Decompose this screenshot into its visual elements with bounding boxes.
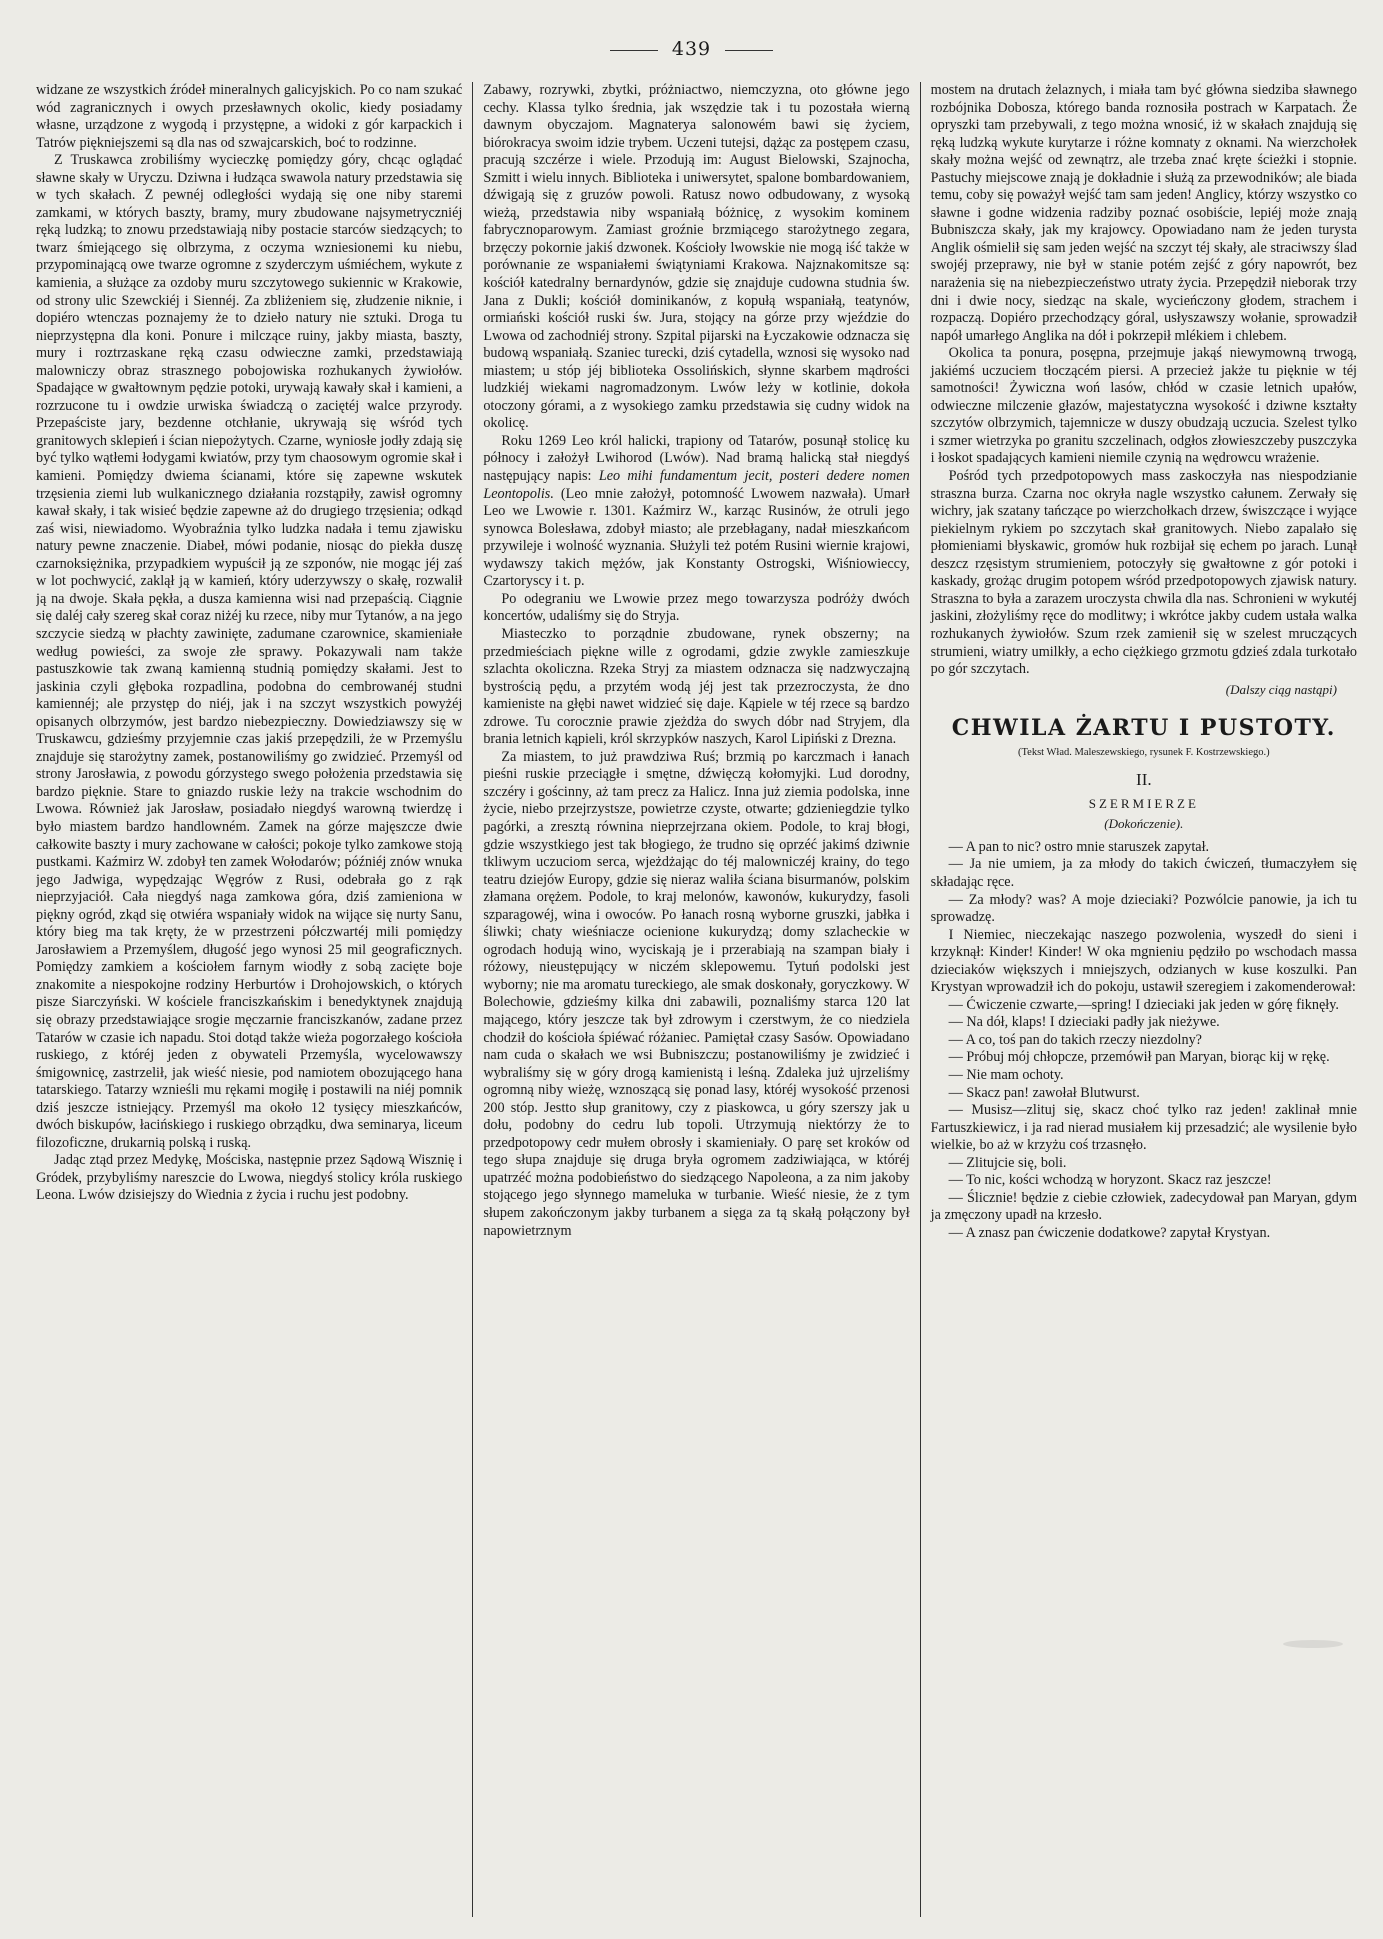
dialogue-line: — A znasz pan ćwiczenie dodatkowe? zapytał Krystyan. xyxy=(948,1224,1271,1241)
dialogue-line: — To nic, kości wchodzą w horyzont. Skacz raz jeszcze! xyxy=(948,1172,1272,1189)
latin-inscription: Leo mihi fundamentum jecit, posteri dedere nomen Leontopolis. xyxy=(483,468,910,502)
dialogue-line: I Niemiec, nieczekając naszego pozwolenia, wyszedł do sieni i krzyknął: Kinder! Kinder! W oka mgnieniu pędziło po wschodach massa dzieciaków większych i mniejszych, odzianych w kuse koszulki. Pan Krystyan wprowadził ich do pokoju, ustawił szeregiem i zakomenderował: xyxy=(930,926,1357,996)
column-left-paragraph: Jadąc ztąd przez Medykę, Mościska, następnie przez Sądową Wisznię i Gródek, przybyliśmy nareszcie do Lwowa, niegdyś stolicy króla ruskiego Leona. Lwów dzisiejszy do Wiednia z życia i ruchu jest podobny. xyxy=(36,1152,463,1204)
dialogue-line: — Skacz pan! zawołał Blutwurst. xyxy=(948,1084,1140,1101)
column-right-paragraph: Okolica ta ponura, posępna, przejmuje jakąś niewymowną trwogą, jakiémś uczuciem tłoczącém piersi. A przecież jakże tu pięknie w téj samotności! Żywiczna woń lasów, chłód w czasie letnich upałów, odwieczne milczenie głazów, majestatyczna wysokość i dziwne kształty szczytów olbrzymich, tajemnicze w duszy obudzają uczucia. Szelest tylko i szmer wietrzyka po granitu szczelinach, odgłos złowieszczeby puszczyka i łoskot spadających kamieni niemile czynią na wędrowcu wrażenie. xyxy=(930,345,1357,467)
section-subtitle: (Dokończenie). xyxy=(1104,816,1184,832)
inscription-translation: (Leo mnie założył, potomność Lwowem nazwała). Umarł Leo we Lwowie r. 1301. Kaźmirz W., karząc Rusinów, że otruli jego synowca Bolesława, zdobył miasto; ale przebłagany, nadał mieszkańcom przywileje i wolność wyznania. Służyli też potém Rusini wiernie krajowi, wydawszy takich mężów, jak Konstanty Ostrogski, Wiśniowieccy, Czartoryscy i t. p. xyxy=(483,485,910,590)
page-number: 439 xyxy=(671,38,712,60)
dialogue-line: — Nie mam ochoty. xyxy=(948,1066,1064,1083)
column-middle-paragraph: Zabawy, rozrywki, zbytki, próżniactwo, niemczyzna, oto główne jego cechy. Klassa tylko średnia, jak wszędzie tak i tu pozostała wierną dawnym obyczajom. Magnaterya salonowém bawi się życiem, biórokracya swoim idzie trybem. Uczeni tutejsi, dążąc za postępem czasu, pracują szczérze i wiele. Przodują im: August Bielowski, Szajnocha, Szmitt i wielu innych. Biblioteka i uniwersytet, spalone bombardowaniem, dźwigają się z gruzów powoli. Ratusz nowo odbudowany, z wysoką wieżą, przedstawia niby wspaniałą bóżnicę, z wysokim kominem fabrycznoparowym. Zamiast groźnie brzmiącego starożytnego zegara, brzęczy pokornie jakiś dzwonek. Kościoły lwowskie nie mogą iść także w porównanie ze wspaniałemi świątyniami Krakowa. Najznakomitsze są: kościół katedralny bernardynów, gdzie się znajduje cudowna studnia św. Jana z Dukli; kościół dominikanów, z kopułą wspaniałą, teatynów, ormiański kościół ruski św. Jura, stojący na górze przy wjeździe do Lwowa od zachodniéj strony. Szpital pijarski na Łyczakowie odznacza się budową wspaniałą. Szaniec turecki, dziś cytadella, wznosi się wysoko nad miastem; u stóp jéj biblioteka Ossolińskich, słynne skarbem mądrości ludzkiéj wiekami nagromadzonym. Lwów leży w kotlinie, dokoła otoczony górami, a z wysokiego zamku przedstawia się cudny widok na okolicę. xyxy=(483,82,910,432)
dialogue-line: — Musisz—zlituj się, skacz choć tylko raz jeden! zaklinał mnie Fartuszkiewicz, i ja rad nierad musiałem kij przesadzić; ale wysilenie było wielkie, bo aż w krzyżu coś trzasnęło. xyxy=(930,1102,1357,1154)
dialogue-line: — Za młody? was? A moje dzieciaki? Pozwólcie panowie, ja ich tu sprowadzę. xyxy=(930,891,1357,926)
article-title: CHWILA ŻARTU I PUSTOTY. xyxy=(951,715,1336,742)
section-number: II. xyxy=(1136,770,1152,790)
header-rule-right xyxy=(725,50,773,51)
column-left-paragraph: Z Truskawca zrobiliśmy wycieczkę pomiędzy góry, chcąc oglądać sławne skały w Uryczu. Dziwna i łudząca swawola natury przedstawia się w tych skałach. Z pewnéj odległości wydają się one niby staremi zamkami, w których baszty, bramy, mury zbudowane najsymetryczniéj ręką ludzką; to znowu przedstawiają niby postacie starców siedzących; to twarz śmiejącego się olbrzyma, z oczyma wzniesionemi ku niebu, przypominającą owe twarze ogromne z szyderczym uśmiéchem, wykute z kamienia, a służące za ozdoby muru szczytowego sukiennic w Krakowie, od strony ulic Szewckiéj i Siennéj. Za zbliżeniem się, złudzenie niknie, i dopiéro wtenczas poznajemy że to dzieło natury nie sztuki. Droga tu nieprzystępna dla koni. Ponure i milczące ruiny, jakby miasta, baszty, mury i roztrzaskane ręką czasu odwieczne zamki, przedstawiają malowniczy obraz strasznego pobojowiska rozhukanych żywiołów. Spadające w gwałtownym pędzie potoki, urywają kawały skał i kamieni, a rozrzucone tu i owdzie urwiska świadczą o zaciętéj walce przyrody. Przepaściste jary, bezdenne otchłanie, ukrywają się wśród tych granitowych sklepień i ścian niepożytych. Czarne, wyniosłe jodły zdają się być tylko wątłemi łodygami kwiatów, przy tym chaosowym ogromie skał i kamieni. Pomiędzy dwiema ścianami, które się zapewne wskutek trzęsienia ziemi lub wulkanicznego działania rozstąpiły, zawisł ogromny kawał skały, i tak wisieć będzie zapewne aż do drugiego trzęsienia; odkąd zaś wisi, niewiadomo. Wyobraźnia tylko ludzka nadała i temu zjawisku natury pewne znaczenie. Diabeł, mówi podanie, niosąc do piekła duszę czarnoksiężnika, przypadkiem wypuścił ją ze szponów, nie mogąc jéj zaś w lot pochwycić, zaklął ją w kamień, który uderzywszy o skałę, rozwalił ją na dwoje. Skała pękła, a dusza kamienna wisi nad przepaścią. Ciągnie się daléj cały szereg skał coraz niżéj ku rzece, niby mur Tytanów, a na jego szczycie siedzą w płachty zawinięte, zadumane czarownice, skamieniałe według powieści, za swoje złe sprawy. Pokazywali nam także pastuszkowie tak zwaną kamienną studnią pomiędzy skałami. Jest to jaskinia czyli głęboka rozpadlina, podobna do cembrowanéj studni kamiennéj; ale przystęp do niéj, jak i na szczyt wszystkich powyżéj opisanych olbrzymów, jest bardzo niebezpieczny. Dowiedziawszy się w Truskawcu, gdzieśmy przyjemnie czas jakiś przepędzili, że w Przemyślu znajduje się starożytny zamek, postanowiliśmy go zwidzieć. Przemyśl od strony Jarosławia, z powodu górzystego swego położenia przedstawia się bardzo pięknie. Stare to gniazdo ruskie leży na trakcie wschodnim do Lwowa. Również jak Jarosław, posiadało niegdyś warowną twierdzę i było miastem bardzo handlowném. Zamek na górze majęszcze dwie całkowite baszty i mury zachowane w całości; pokoje tylko zamkowe stoją pustkami. Kaźmirz W. zdobył ten zamek Wołodarów; późniéj znów wnuka jego Jadwiga, wypędzając Węgrów z Rusi, odebrała go z rąk nieprzyjaciół. Cała niegdyś naga zamkowa góra, dziś zamieniona w piękny ogród, zkąd się otwiéra wspaniały widok na wijące się nurty Sanu, który bieg ma tak kręty, że w przestrzeni półczwartéj mili pomiędzy Jarosławiem a Przemyślem, długość jego wynosi 25 mil geograficznych. Pomiędzy zamkiem a kościołem farnym wiodły z sobą zacięte boje znakomite a niespokojne rodziny Herburtów i Drohojowskich, o których pisze Siarczyński. W kościele franciszkańskim i benedyktynek znajdują się obrazy przedstawiające srogie męczarnie franciszkanów, zadane przez Tatarów w czasie ich napadu. Stoi dotąd także wieża pogorzałego kościoła ruskiego, z któréj jeden z obywateli Przemyśla, wycelowawszy śmigownicę, zastrzelił, jak wieść niesie, pod namiotem obozującego hana tatarskiego. Tatarzy wznieśli mu rękami mogiłę i postawili na niéj pomnik dziś jeszcze istniejący. Przemyśl ma około 12 tysięcy mieszkańców, dwóch biskupów, łacińskiego i ruskiego obrządku, dwa seminarya, liceum filozoficzne, drukarnią polską i ruską. xyxy=(36,152,463,1151)
column-left-paragraph: widzane ze wszystkich źródeł mineralnych galicyjskich. Po co nam szukać wód zagranicznych i owych przesławnych okolic, kiedy posiadamy własne, urządzone z wygodą i przystępne, a widoki z gór karpackich i Tatrów piękniejszemi są dla nas od szwajcarskich, boć to rodzinne. xyxy=(36,82,463,151)
column-middle-paragraph: Po odegraniu we Lwowie przez mego towarzysza podróży dwóch koncertów, udaliśmy się do Stryja. xyxy=(483,590,910,625)
dialogue-line: — A co, toś pan do takich rzeczy niezdolny? xyxy=(948,1031,1202,1048)
paper-stain xyxy=(1283,1640,1343,1648)
text-columns xyxy=(36,82,1357,1917)
article-credits: (Tekst Wład. Maleszewskiego, rysunek F. Kostrzewskiego.) xyxy=(1018,746,1270,758)
column-middle xyxy=(472,82,920,1917)
dialogue-line: — Ja nie umiem, ja za młody do takich ćwiczeń, tłumaczyłem się składając ręce. xyxy=(930,856,1357,890)
inscription-intro: Roku 1269 Leo król halicki, trapiony od Tatarów, posunął stolicę ku północy i założył Lwihorod (Lwów). Nad bramą halicką stał niegdyś następujący napis: xyxy=(483,432,910,485)
dialogue-line: — Ćwiczenie czwarte,—spring! I dzieciaki jak jeden w górę fiknęły. xyxy=(948,996,1339,1013)
dialogue-line: — Na dół, klaps! I dzieciaki padły jak nieżywe. xyxy=(948,1014,1220,1031)
dialogue-line: — Ślicznie! będzie z ciebie człowiek, zadecydował pan Maryan, gdym ja zmęczony upadł na krzesło. xyxy=(930,1189,1357,1224)
header-rule-left xyxy=(610,50,658,51)
dialogue-line: — A pan to nic? ostro mnie staruszek zapytał. xyxy=(948,838,1210,855)
dialogue-line: — Zlitujcie się, boli. xyxy=(948,1154,1067,1171)
column-right-paragraph: mostem na drutach żelaznych, i miała tam być główna siedziba sławnego rozbójnika Dobosza, którego banda roznosiła postrach w Karpatach. Że opryszki tam przebywali, z tego można wnosić, iż w skałach znajdują się ręką ludzką wykute kurytarze i różne komnaty z oknami. Na wierzchołek skały można wejść od zewnątrz, ale trzeba znać kręte ścieżki i stopnie. Pastuchy miejscowe znają je dokładnie i służą za przewodników; ale biada temu, coby się poważył wejść tam sam jeden! Anglicy, którzy wszystko co sławne i godne widzenia radziby poznać osobiście, lepiéj może znają Bubniszcza skały, jak my krajowcy. Opowiadano nam że jeden turysta Anglik ośmielił się sam jeden wejść na szczyt téj skały, ale straciwszy ślad swojéj przeprawy, nie był w stanie potém zejść z góry napowrót, bez narażenia się na niebezpieczeństwo utraty życia. Przepędził nieborak trzy dni i dwie nocy, siedząc na skale, wycieńczony głodem, strachem i rozpaczą. Dopiéro przechodzący góral, usłyszawszy wołanie, sprowadził napół umarłego Anglika na dół i pokrzepił mlékiem i chlebem. xyxy=(930,82,1357,344)
column-right-paragraph: Pośród tych przedpotopowych mass zaskoczyła nas niespodzianie straszna burza. Czarna noc okryła nagle wszystko całunem. Zerwały się wichry, jak szatany tańczące po wierzchołkach drzew, świszczące i wyjące piekielnym rykiem po szczytach skał granitowych. Niebo zapalało się płomieniami błyskawic, gromów huk rozbijał się echem po jarach. Lunął deszcz rzęsistym strumieniem, potoczyły się gwałtowne z gór potoki i kaskady, grożąc drugim potopem wśród przedpotopowych zjawisk natury. Straszna to była a zarazem uroczysta chwila dla nas. Schronieni w wykutéj jaskini, złożyliśmy ręce do modlitwy; i wkrótce jakby cudem ustała walka rozhukanych żywiołów. Szum rzek zamienił się w szelest mruczących strumieni, wiatry umilkły, a echo ciężkiego grzmotu gdzieś zdala turkotało po gór szczytach. xyxy=(930,468,1357,678)
dialogue-line: — Próbuj mój chłopcze, przemówił pan Maryan, biorąc kij w rękę. xyxy=(948,1049,1330,1066)
column-left xyxy=(36,82,472,1917)
column-middle-paragraph xyxy=(483,433,909,591)
column-middle-paragraph: Miasteczko to porządnie zbudowane, rynek obszerny; na przedmieściach piękne wille z ogrodami, gdzie zwykle zamieszkuje szlachta okoliczna. Rzeka Stryj za miastem odznacza się nadzwyczajną bystrością pędu, a przytém wodą jéj jest tak przezroczysta, że dno kamieniste na głębi nawet widzieć się daje. Kąpiele w téj rzece są bardzo zdrowe. Tu corocznie prawie zjeżdża do swych dóbr nad Stryjem, dla brania letnich kąpieli, król skrzypków naszych, Karol Lipiński z Drezna. xyxy=(483,625,910,748)
column-middle-paragraph: Za miastem, to już prawdziwa Ruś; brzmią po karczmach i łanach pieśni ruskie przeciągłe i smętne, dźwięczą kołomyjki. Lud dorodny, szczéry i gościnny, aż tam precz za Halicz. Inna już ziemia podolska, inne życie, niebo przejrzystsze, powietrze czyste, otwarte; gdzieniegdzie tylko pagórki, a zresztą równina nieprzejrzana okiem. Podole, to kraj błogi, gdzie wszystkiego jest tak błogiego, że trudno się oprzéć jakimś dziwnie tkliwym uczuciom serca, wjeżdżając do téj malowniczéj krainy, do tego teatru dziejów Europy, gdzie się nieraz waliła ściana bisurmanów, polskim złamana orężem. Podole, to kraj melonów, kawonów, kukurydzy, fasoli szparagowéj, wina i owoców. Po łanach rosną wyborne gruszki, jabłka i śliwki; chaty wieśniacze ocienione kukurydzą; domy szlacheckie w ogrodach hodują wino, wyciskają je i przerabiają na szampan biały i różowy, nieustępujący w niczém sklepowemu. Tytuń podolski jest wyborny; nie ma aromatu tureckiego, ale smak doskonały, goryczkowy. W Bolechowie, gdzieśmy kilka dni zabawili, poznaliśmy starca 120 lat mającego, który jeszcze tak był zdrowym i czerstwym, że co niedziela chodził do kościoła śpiéwać różaniec. Pamiętał czasy Sasów. Opowiadano nam cuda o skałach we wsi Bubniszczu; postanowiliśmy je zwidzieć i wybraliśmy się w góry drogą kamienistą i leśną. Zdaleka już ujrzeliśmy ogromną niby wieżę, wznoszącą się ponad lasy, któréj wysokość przenosi 200 stóp. Jestto słup granitowy, czy z piaskowca, u góry szerszy jak u dołu, podobny do cedru lub topoli. Utrzymują niektórzy że to przedpotopowy cedr mułem obrosły i skamieniały. O parę set kroków od tego słupa znajduje się druga bryła ogromem zadziwiająca, w któréj upatrzéć można podobieństwo do siedzącego Napoleona, a za nim jakoby stojącego jego słynnego mameluka w turbanie. Wieść niesie, że z tym słupem zakończonym jakby turbanem a sięga za tą skałą połączony był napowietrznym xyxy=(483,748,910,1239)
continued-note: (Dalszy ciąg nastąpi) xyxy=(1225,681,1337,697)
section-title: SZERMIERZE xyxy=(1088,795,1199,811)
page-header xyxy=(0,38,1383,60)
